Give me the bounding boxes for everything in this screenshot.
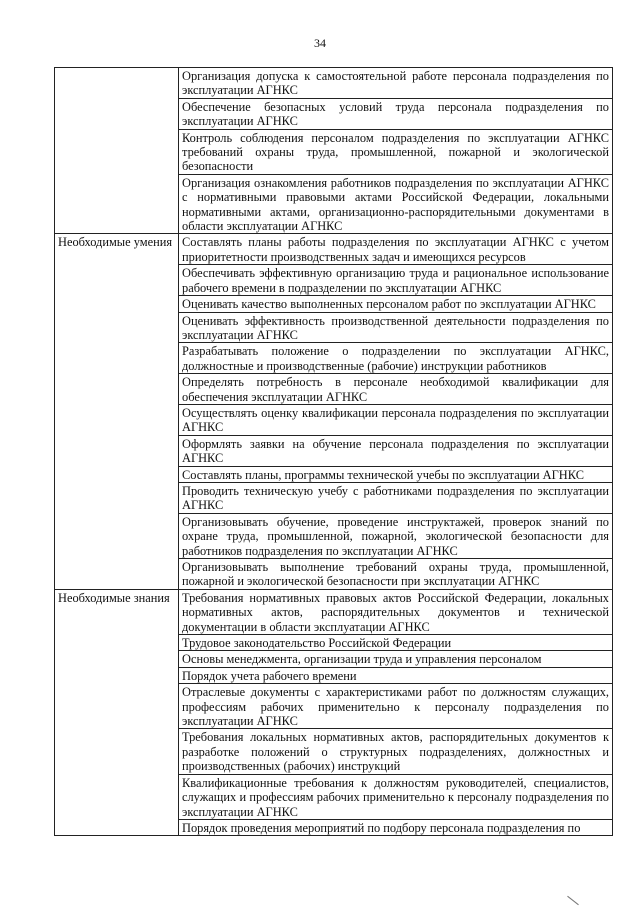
requirement-item: Основы менеджмента, организации труда и управления персоналом — [179, 651, 613, 667]
requirement-item: Обеспечение безопасных условий труда персонала подразделения по эксплуатации АГНКС — [179, 98, 613, 129]
requirement-item: Организация допуска к самостоятельной работе персонала подразделения по эксплуатации АГНКС — [179, 68, 613, 99]
table-row — [55, 68, 613, 99]
requirement-item: Оценивать качество выполненных персоналом работ по эксплуатации АГНКС — [179, 296, 613, 312]
requirement-item: Требования нормативных правовых актов Российской Федерации, локальных нормативных актов, распорядительных документов и технической документации в области эксплуатации АГНКС — [179, 589, 613, 634]
requirement-item: Порядок учета рабочего времени — [179, 667, 613, 683]
table-row — [55, 589, 613, 634]
requirements-table-body — [55, 68, 613, 836]
section-label — [55, 68, 179, 234]
requirement-item: Обеспечивать эффективную организацию труда и рациональное использование рабочего времени в подразделении по эксплуатации АГНКС — [179, 265, 613, 296]
requirement-item: Отраслевые документы с характеристиками работ по должностям служащих, профессиям рабочих применительно к персоналу подразделения по эксплуатации АГНКС — [179, 684, 613, 729]
requirement-item: Оценивать эффективность производственной деятельности подразделения по эксплуатации АГНКС — [179, 312, 613, 343]
requirement-item: Трудовое законодательство Российской Федерации — [179, 635, 613, 651]
requirement-item: Контроль соблюдения персоналом подразделения по эксплуатации АГНКС требований охраны труда, промышленной, пожарной и экологической безопасности — [179, 129, 613, 174]
requirement-item: Организовывать обучение, проведение инструктажей, проверок знаний по охране труда, промышленной, пожарной, экологической безопасности для работников подразделения по эксплуатации АГНКС — [179, 513, 613, 558]
requirement-item: Составлять планы, программы технической учебы по эксплуатации АГНКС — [179, 466, 613, 482]
scan-artifact — [567, 896, 579, 905]
requirement-item: Осуществлять оценку квалификации персонала подразделения по эксплуатации АГНКС — [179, 404, 613, 435]
requirement-item: Организация ознакомления работников подразделения по эксплуатации АГНКС с нормативными правовыми актами Российской Федерации, локальными нормативными актами, организационно-распорядительными документами в области эксплуатации АГНКС — [179, 174, 613, 234]
requirement-item: Требования локальных нормативных актов, распорядительных документов к разработке положений о структурных подразделениях, должностных и производственных (рабочих) инструкций — [179, 729, 613, 774]
requirement-item: Проводить техническую учебу с работниками подразделения по эксплуатации АГНКС — [179, 482, 613, 513]
requirement-item: Составлять планы работы подразделения по эксплуатации АГНКС с учетом приоритетности производственных задач и имеющихся ресурсов — [179, 234, 613, 265]
requirement-item: Разрабатывать положение о подразделении по эксплуатации АГНКС, должностные и производственные (рабочие) инструкции работников — [179, 343, 613, 374]
requirement-item: Оформлять заявки на обучение персонала подразделения по эксплуатации АГНКС — [179, 435, 613, 466]
requirements-table — [54, 67, 613, 836]
requirement-item: Квалификационные требования к должностям руководителей, специалистов, служащих и профессиям рабочих применительно к персоналу подразделения по эксплуатации АГНКС — [179, 774, 613, 819]
page-number: 34 — [314, 36, 326, 50]
requirement-item: Порядок проведения мероприятий по подбору персонала подразделения по — [179, 819, 613, 835]
requirement-item: Организовывать выполнение требований охраны труда, промышленной, пожарной и экологической безопасности при эксплуатации АГНКС — [179, 559, 613, 590]
section-label: Необходимые умения — [55, 234, 179, 589]
section-label: Необходимые знания — [55, 589, 179, 836]
table-row — [55, 234, 613, 265]
requirement-item: Определять потребность в персонале необходимой квалификации для обеспечения эксплуатации АГНКС — [179, 374, 613, 405]
